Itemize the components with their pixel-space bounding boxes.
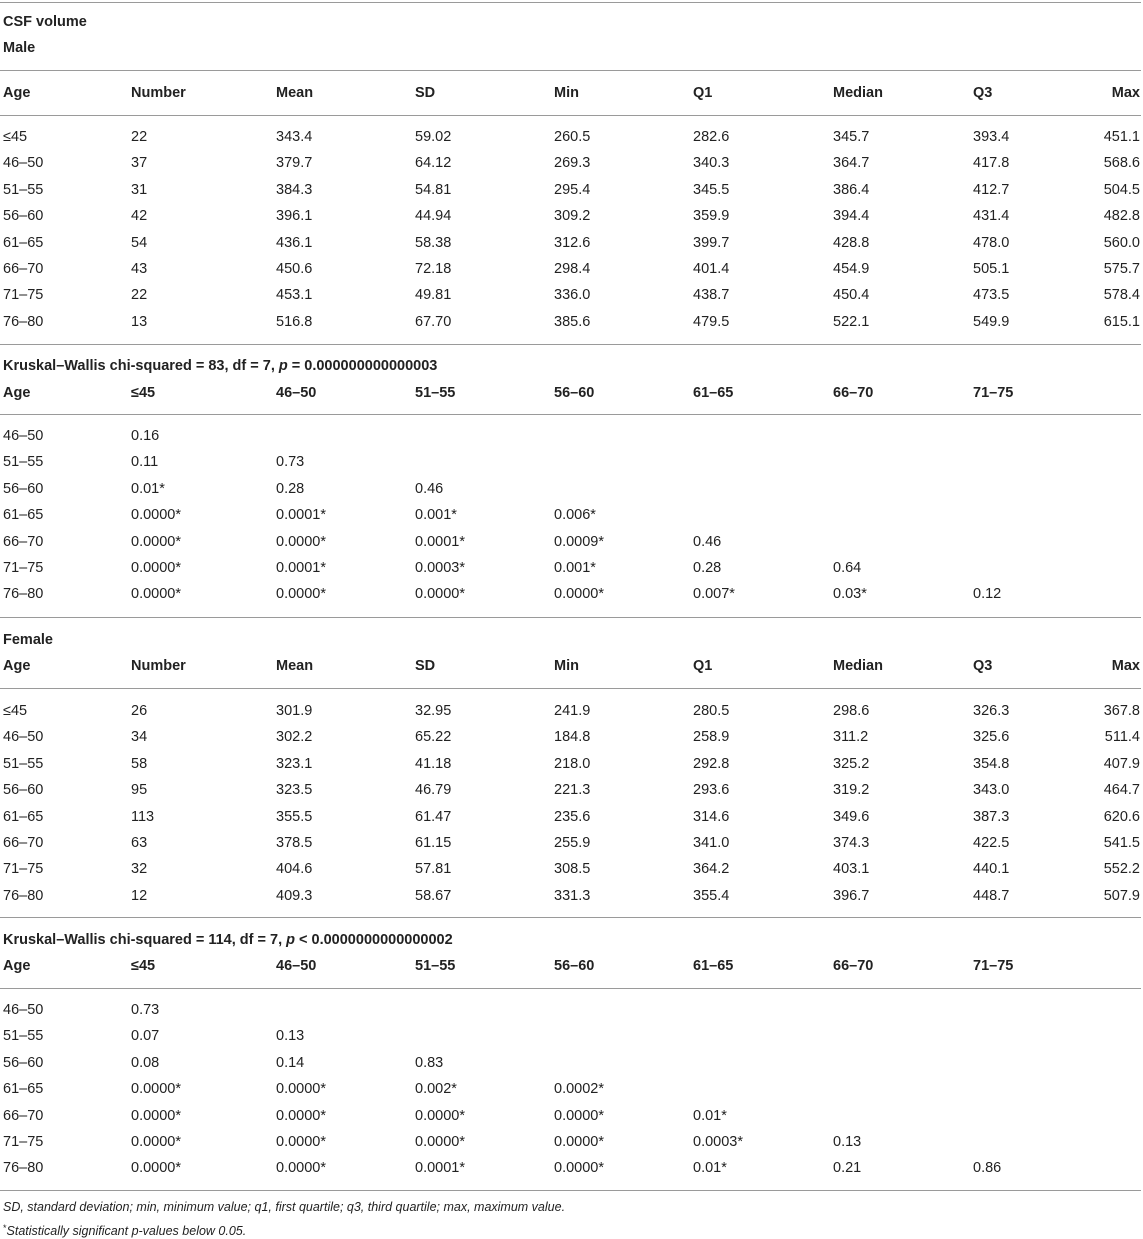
female-stats-cell: 12 xyxy=(131,887,148,904)
male-stats-cell: 516.8 xyxy=(276,313,313,330)
male-pair-cell: 0.001* xyxy=(554,560,596,576)
male-stats-cell: 399.7 xyxy=(693,234,730,251)
male-pair-cell: 0.001* xyxy=(415,507,457,524)
male-stats-cell: 505.1 xyxy=(973,261,1010,277)
male-pair-cell: 0.03* xyxy=(833,586,867,603)
female-pair-cell: 56–60 xyxy=(3,1054,44,1071)
male-stats-cell: 379.7 xyxy=(276,155,313,172)
male-stats-cell: 578.4 xyxy=(1103,287,1140,304)
male-pair-cell: 0.01* xyxy=(131,480,165,497)
female-col-header-min: Min xyxy=(554,658,579,674)
male-pair-cell: 0.0003* xyxy=(415,560,465,576)
female-stats-cell: 292.8 xyxy=(693,755,730,772)
female-stats-cell: 221.3 xyxy=(554,782,591,799)
footnote-abbreviations: SD, standard deviation; min, minimum value; q1, first quartile; q3, third quartile; max, maximum value. xyxy=(3,1200,566,1214)
male-col-header-q1: Q1 xyxy=(693,85,713,101)
male-col-header-min: Min xyxy=(554,85,579,101)
female-pair-cell: 0.0000* xyxy=(131,1160,181,1177)
male-stats-cell: 56–60 xyxy=(3,208,44,225)
male-stats-cell: 37 xyxy=(131,155,148,172)
female-stats-cell: 76–80 xyxy=(3,887,44,904)
male-pair-cell: 66–70 xyxy=(3,533,44,550)
male-stats-cell: 22 xyxy=(131,287,148,304)
female-stats-cell: 26 xyxy=(131,703,148,719)
male-stats-cell: 453.1 xyxy=(276,287,313,304)
male-pair-col-header: 66–70 xyxy=(833,385,874,401)
female-stats-cell: 184.8 xyxy=(554,729,591,746)
male-stats-cell: 401.4 xyxy=(693,261,730,277)
male-pair-cell: 0.0000* xyxy=(131,560,181,576)
female-pair-cell: 0.0000* xyxy=(131,1107,181,1124)
female-col-header-number: Number xyxy=(131,658,186,674)
male-col-header-mean: Mean xyxy=(276,85,314,101)
female-stats-cell: 34 xyxy=(131,729,148,746)
female-pair-cell: 0.08 xyxy=(131,1054,160,1071)
male-stats-cell: 436.1 xyxy=(276,234,313,251)
female-stats-cell: 46–50 xyxy=(3,729,44,746)
female-stats-cell: 407.9 xyxy=(1103,755,1140,772)
male-pair-cell: 71–75 xyxy=(3,560,44,576)
female-pair-cell: 0.13 xyxy=(276,1028,305,1045)
male-stats-cell: 431.4 xyxy=(973,208,1010,225)
female-pair-col-header: 71–75 xyxy=(973,958,1014,974)
female-stats-cell: 343.0 xyxy=(973,782,1010,799)
male-stats-cell: 385.6 xyxy=(554,313,591,330)
female-stats-cell: 71–75 xyxy=(3,861,44,878)
male-stats-cell: 67.70 xyxy=(415,313,452,330)
male-stats-cell: 64.12 xyxy=(415,155,452,172)
female-stats-cell: 440.1 xyxy=(973,861,1010,878)
female-stats-cell: 32.95 xyxy=(415,703,452,719)
male-stats-cell: 51–55 xyxy=(3,181,44,198)
male-stats-cell: 72.18 xyxy=(415,261,452,277)
section-label-male: Male xyxy=(3,40,36,56)
male-stats-cell: 396.1 xyxy=(276,208,313,225)
female-stats-cell: 41.18 xyxy=(415,755,452,772)
female-pair-cell: 66–70 xyxy=(3,1107,44,1124)
male-stats-cell: 22 xyxy=(131,129,148,145)
male-pair-col-header: Age xyxy=(3,385,31,401)
female-pair-cell: 61–65 xyxy=(3,1081,44,1098)
male-stats-cell: 482.8 xyxy=(1103,208,1140,225)
female-stats-cell: 308.5 xyxy=(554,861,591,878)
male-stats-cell: 412.7 xyxy=(973,181,1010,198)
male-pair-cell: 0.0000* xyxy=(276,533,326,550)
male-stats-cell: 58.38 xyxy=(415,234,452,251)
female-stats-cell: 32 xyxy=(131,861,148,878)
female-stats-cell: 331.3 xyxy=(554,887,591,904)
female-stats-cell: 301.9 xyxy=(276,703,313,719)
female-stats-cell: 95 xyxy=(131,782,148,799)
female-stats-cell: 325.2 xyxy=(833,755,870,772)
male-stats-cell: 76–80 xyxy=(3,313,44,330)
male-pair-cell: 51–55 xyxy=(3,454,44,471)
male-stats-cell: 473.5 xyxy=(973,287,1010,304)
female-stats-cell: 258.9 xyxy=(693,729,730,746)
female-stats-cell: 387.3 xyxy=(973,808,1010,825)
male-pair-cell: 0.0009* xyxy=(554,533,604,550)
female-pair-col-header: 56–60 xyxy=(554,958,595,974)
section-label-female: Female xyxy=(3,632,53,648)
female-pair-cell: 0.0001* xyxy=(415,1160,465,1177)
male-stats-cell: 309.2 xyxy=(554,208,591,225)
table-title: CSF volume xyxy=(3,14,87,30)
female-col-header-mean: Mean xyxy=(276,658,314,674)
male-col-header-median: Median xyxy=(833,85,883,101)
female-stats-cell: 364.2 xyxy=(693,861,730,878)
female-stats-cell: 396.7 xyxy=(833,887,870,904)
male-stats-cell: 479.5 xyxy=(693,313,730,330)
female-pair-col-header: 61–65 xyxy=(693,958,734,974)
male-pair-col-header: 46–50 xyxy=(276,385,317,401)
male-stats-cell: 61–65 xyxy=(3,234,44,251)
male-stats-cell: 504.5 xyxy=(1103,181,1140,198)
male-stats-cell: 345.7 xyxy=(833,129,870,145)
female-stats-cell: 51–55 xyxy=(3,755,44,772)
male-stats-cell: 478.0 xyxy=(973,234,1010,251)
male-stats-cell: 454.9 xyxy=(833,261,870,277)
male-stats-cell: 340.3 xyxy=(693,155,730,172)
rule-male-header-top xyxy=(0,70,1141,71)
female-stats-cell: 302.2 xyxy=(276,729,313,746)
male-pair-cell: 0.46 xyxy=(415,480,444,497)
male-pair-cell: 0.11 xyxy=(131,454,159,471)
female-stats-cell: 66–70 xyxy=(3,835,44,851)
female-stats-cell: 57.81 xyxy=(415,861,452,878)
female-stats-cell: 404.6 xyxy=(276,861,313,878)
female-stats-cell: 323.5 xyxy=(276,782,313,799)
male-stats-cell: 13 xyxy=(131,313,148,330)
male-stats-cell: 269.3 xyxy=(554,155,591,172)
male-stats-cell: 343.4 xyxy=(276,129,313,145)
female-stats-cell: 56–60 xyxy=(3,782,44,799)
female-stats-cell: 511.4 xyxy=(1104,729,1140,746)
female-col-header-max: Max xyxy=(1111,658,1140,674)
male-stats-cell: 568.6 xyxy=(1103,155,1140,172)
female-pair-cell: 0.0000* xyxy=(276,1134,326,1150)
female-pair-cell: 0.0000* xyxy=(131,1134,181,1150)
female-pair-cell: 0.13 xyxy=(833,1134,862,1150)
female-stats-cell: 241.9 xyxy=(554,703,591,719)
female-pair-cell: 76–80 xyxy=(3,1160,44,1177)
male-pair-cell: 0.0001* xyxy=(276,507,326,524)
male-stats-cell: 450.6 xyxy=(276,261,313,277)
male-pair-cell: 0.0000* xyxy=(131,507,181,524)
female-pair-cell: 71–75 xyxy=(3,1134,44,1150)
female-stats-cell: 326.3 xyxy=(973,703,1010,719)
female-stats-cell: 355.5 xyxy=(276,808,313,825)
male-col-header-q3: Q3 xyxy=(973,85,993,101)
female-col-header-sd: SD xyxy=(415,658,436,674)
male-stats-cell: 345.5 xyxy=(693,181,730,198)
female-stats-cell: 311.2 xyxy=(833,729,869,746)
female-pair-cell: 0.14 xyxy=(276,1054,305,1071)
female-stats-cell: 541.5 xyxy=(1103,835,1140,851)
male-pair-cell: 0.28 xyxy=(276,480,305,497)
male-pair-cell: 0.006* xyxy=(554,507,596,524)
male-pair-cell: 0.12 xyxy=(973,586,1002,603)
female-stats-cell: 298.6 xyxy=(833,703,870,719)
female-pair-cell: 0.83 xyxy=(415,1054,444,1071)
female-stats-cell: 507.9 xyxy=(1103,887,1140,904)
female-stats-cell: 235.6 xyxy=(554,808,591,825)
female-pair-cell: 0.07 xyxy=(131,1028,160,1045)
female-pair-col-header: Age xyxy=(3,958,31,974)
male-pair-cell: 46–50 xyxy=(3,428,44,444)
male-stats-cell: 260.5 xyxy=(554,129,591,145)
male-stats-cell: 312.6 xyxy=(554,234,591,251)
male-stats-cell: 438.7 xyxy=(693,287,730,304)
female-pair-cell: 0.0000* xyxy=(276,1160,326,1177)
female-stats-cell: ≤45 xyxy=(3,703,28,719)
female-pair-cell: 0.0002* xyxy=(554,1081,604,1098)
female-col-header-age: Age xyxy=(3,658,31,674)
rule-top xyxy=(0,2,1141,3)
female-stats-cell: 464.7 xyxy=(1103,782,1140,799)
female-pair-cell: 0.73 xyxy=(131,1002,160,1018)
male-stats-cell: 44.94 xyxy=(415,208,452,225)
female-stats-cell: 323.1 xyxy=(276,755,313,772)
rule-male-header-bottom xyxy=(0,115,1141,116)
male-stats-cell: 43 xyxy=(131,261,148,277)
female-stats-cell: 58.67 xyxy=(415,887,452,904)
male-pair-cell: 0.73 xyxy=(276,454,305,471)
female-pair-cell: 0.21 xyxy=(833,1160,862,1177)
female-pair-cell: 0.01* xyxy=(693,1160,727,1177)
female-pair-cell: 0.01* xyxy=(693,1107,727,1124)
female-pair-col-header: 51–55 xyxy=(415,958,456,974)
male-stats-cell: 393.4 xyxy=(973,129,1010,145)
female-stats-cell: 349.6 xyxy=(833,808,870,825)
male-stats-cell: 359.9 xyxy=(693,208,730,225)
female-pair-cell: 0.0000* xyxy=(131,1081,181,1098)
male-stats-cell: 522.1 xyxy=(833,313,870,330)
male-stats-cell: 394.4 xyxy=(833,208,870,225)
female-stats-cell: 374.3 xyxy=(833,835,870,851)
male-pair-cell: 61–65 xyxy=(3,507,44,524)
male-stats-cell: ≤45 xyxy=(3,129,28,145)
female-stats-cell: 255.9 xyxy=(554,835,591,851)
female-stats-cell: 403.1 xyxy=(833,861,870,878)
male-pair-col-header: 61–65 xyxy=(693,385,734,401)
male-stats-cell: 549.9 xyxy=(973,313,1010,330)
male-stats-cell: 42 xyxy=(131,208,148,225)
male-pair-cell: 0.0001* xyxy=(415,533,465,550)
female-kruskal-wallis: Kruskal–Wallis chi-squared = 114, df = 7, p < 0.0000000000000002 xyxy=(3,932,453,948)
male-stats-cell: 31 xyxy=(131,181,148,198)
female-stats-cell: 552.2 xyxy=(1103,861,1140,878)
male-pair-col-header: 51–55 xyxy=(415,385,456,401)
male-col-header-sd: SD xyxy=(415,85,436,101)
male-pair-cell: 0.0000* xyxy=(276,586,326,603)
male-stats-cell: 336.0 xyxy=(554,287,591,304)
male-stats-cell: 615.1 xyxy=(1103,313,1140,330)
female-pair-cell: 0.002* xyxy=(415,1081,457,1098)
female-stats-cell: 280.5 xyxy=(693,703,730,719)
female-stats-cell: 378.5 xyxy=(276,835,313,851)
male-stats-cell: 560.0 xyxy=(1103,234,1140,251)
male-pair-col-header: 56–60 xyxy=(554,385,595,401)
male-stats-cell: 417.8 xyxy=(973,155,1010,172)
female-pair-cell: 0.0000* xyxy=(554,1160,604,1177)
female-pair-cell: 0.0000* xyxy=(276,1107,326,1124)
female-stats-cell: 314.6 xyxy=(693,808,730,825)
female-pair-cell: 51–55 xyxy=(3,1028,44,1045)
female-pair-cell: 0.0000* xyxy=(276,1081,326,1098)
male-pair-cell: 0.007* xyxy=(693,586,735,603)
male-stats-cell: 71–75 xyxy=(3,287,44,304)
male-pair-col-header: 71–75 xyxy=(973,385,1014,401)
male-pair-cell: 0.64 xyxy=(833,560,862,576)
female-stats-cell: 218.0 xyxy=(554,755,591,772)
male-col-header-number: Number xyxy=(131,85,186,101)
female-stats-cell: 63 xyxy=(131,835,148,851)
male-stats-cell: 428.8 xyxy=(833,234,870,251)
male-col-header-max: Max xyxy=(1111,85,1140,101)
male-pair-col-header: ≤45 xyxy=(131,385,156,401)
female-stats-cell: 61.15 xyxy=(415,835,452,851)
male-stats-cell: 386.4 xyxy=(833,181,870,198)
male-pair-cell: 56–60 xyxy=(3,480,44,497)
male-stats-cell: 46–50 xyxy=(3,155,44,172)
male-stats-cell: 282.6 xyxy=(693,129,730,145)
male-pair-cell: 76–80 xyxy=(3,586,44,603)
female-pair-cell: 0.0003* xyxy=(693,1134,743,1150)
male-pair-cell: 0.28 xyxy=(693,560,722,576)
female-col-header-median: Median xyxy=(833,658,883,674)
female-stats-cell: 448.7 xyxy=(973,887,1010,904)
rule-female-top xyxy=(0,617,1141,618)
male-pair-cell: 0.46 xyxy=(693,533,722,550)
female-stats-cell: 409.3 xyxy=(276,887,313,904)
male-kruskal-wallis: Kruskal–Wallis chi-squared = 83, df = 7, p = 0.000000000000003 xyxy=(3,358,438,374)
male-stats-cell: 451.1 xyxy=(1103,129,1140,145)
male-stats-cell: 54 xyxy=(131,234,148,251)
male-stats-cell: 59.02 xyxy=(415,129,452,145)
female-stats-cell: 422.5 xyxy=(973,835,1010,851)
female-stats-cell: 46.79 xyxy=(415,782,452,799)
female-pair-cell: 0.0000* xyxy=(415,1107,465,1124)
male-stats-cell: 66–70 xyxy=(3,261,44,277)
female-stats-cell: 293.6 xyxy=(693,782,730,799)
rule-male-kw-top xyxy=(0,344,1141,345)
rule-male-pair-header-bottom xyxy=(0,414,1141,415)
female-stats-cell: 113 xyxy=(131,808,155,825)
female-col-header-q3: Q3 xyxy=(973,658,993,674)
male-pair-cell: 0.0000* xyxy=(554,586,604,603)
male-stats-cell: 54.81 xyxy=(415,181,452,198)
female-col-header-q1: Q1 xyxy=(693,658,713,674)
female-pair-cell: 0.0000* xyxy=(415,1134,465,1150)
male-stats-cell: 298.4 xyxy=(554,261,591,277)
female-stats-cell: 61–65 xyxy=(3,808,44,825)
male-stats-cell: 384.3 xyxy=(276,181,313,198)
female-pair-cell: 0.86 xyxy=(973,1160,1002,1177)
male-pair-cell: 0.0001* xyxy=(276,560,326,576)
female-pair-col-header: 46–50 xyxy=(276,958,317,974)
male-pair-cell: 0.0000* xyxy=(131,586,181,603)
female-stats-cell: 65.22 xyxy=(415,729,452,746)
female-pair-cell: 0.0000* xyxy=(554,1134,604,1150)
female-pair-col-header: ≤45 xyxy=(131,958,156,974)
female-stats-cell: 620.6 xyxy=(1103,808,1140,825)
female-stats-cell: 354.8 xyxy=(973,755,1010,772)
male-stats-cell: 49.81 xyxy=(415,287,452,304)
male-col-header-age: Age xyxy=(3,85,31,101)
male-stats-cell: 295.4 xyxy=(554,181,591,198)
male-pair-cell: 0.0000* xyxy=(415,586,465,603)
footnote-significance: *Statistically significant p-values below 0.05. xyxy=(3,1223,247,1238)
rule-female-pair-header-bottom xyxy=(0,988,1141,989)
male-pair-cell: 0.16 xyxy=(131,428,160,444)
male-stats-cell: 450.4 xyxy=(833,287,870,304)
female-stats-cell: 319.2 xyxy=(833,782,870,799)
female-stats-cell: 355.4 xyxy=(693,887,730,904)
female-stats-cell: 367.8 xyxy=(1103,703,1140,719)
male-stats-cell: 575.7 xyxy=(1103,261,1140,277)
rule-female-kw-top xyxy=(0,917,1141,918)
female-stats-cell: 341.0 xyxy=(693,835,730,851)
female-stats-cell: 58 xyxy=(131,755,148,772)
rule-female-header-bottom xyxy=(0,688,1141,689)
female-stats-cell: 325.6 xyxy=(973,729,1010,746)
female-pair-cell: 46–50 xyxy=(3,1002,44,1018)
rule-bottom xyxy=(0,1190,1141,1191)
female-stats-cell: 61.47 xyxy=(415,808,452,825)
female-pair-cell: 0.0000* xyxy=(554,1107,604,1124)
female-pair-col-header: 66–70 xyxy=(833,958,874,974)
male-stats-cell: 364.7 xyxy=(833,155,870,172)
male-pair-cell: 0.0000* xyxy=(131,533,181,550)
